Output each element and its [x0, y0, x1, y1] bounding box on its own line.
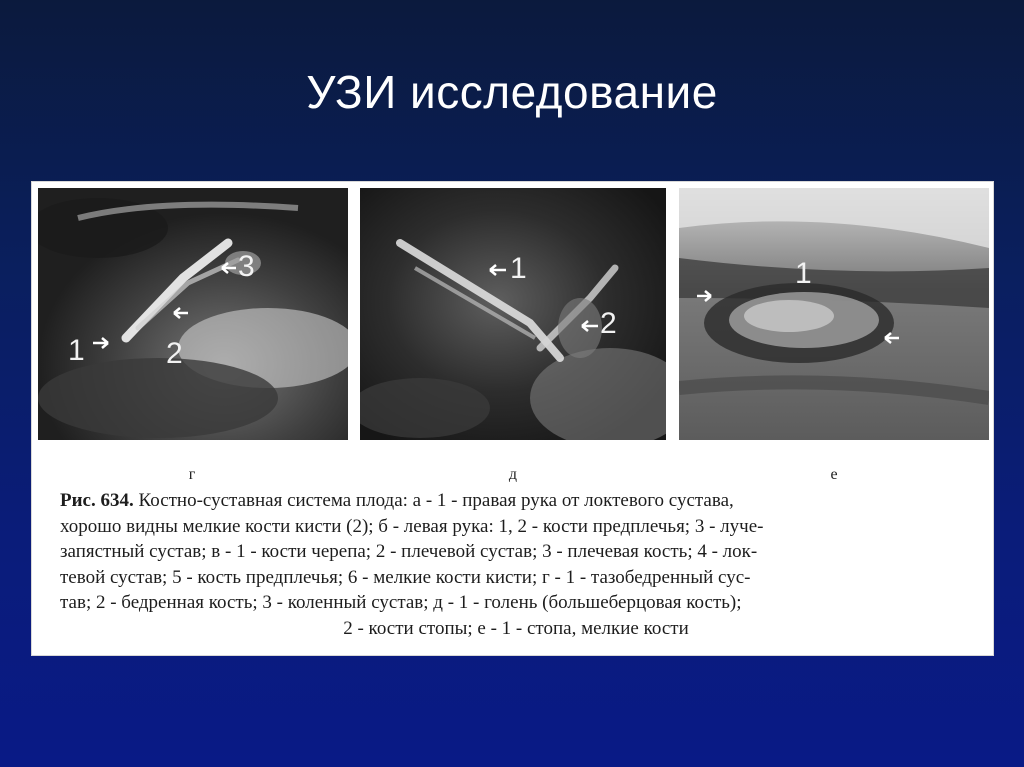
figure-caption	[60, 488, 972, 641]
ultrasound-scan-e	[679, 188, 989, 440]
caption-line-2: хорошо видны мелкие кости кисти (2); б - левая рука: 1, 2 - кости предплечья; 3 - луче-	[60, 515, 764, 537]
slide-title: УЗИ исследование	[306, 66, 718, 118]
caption-line-1-text: Костно-суставная система плода: а - 1 - правая рука от локтевого сустава,	[133, 490, 734, 511]
marker-d-2: 2	[600, 307, 617, 340]
marker-d-1: 1	[510, 252, 527, 285]
panel-label-e: е	[830, 466, 838, 483]
ultrasound-figure	[31, 181, 994, 656]
marker-g-3: 3	[238, 250, 255, 283]
panel-label-g: г	[188, 466, 196, 483]
caption-line-4: тевой сустав; 5 - кость предплечья; 6 - мелкие кости кисти; г - 1 - тазобедренный сус-	[60, 566, 751, 588]
ultrasound-scan-d	[360, 188, 666, 440]
marker-g-2: 2	[166, 337, 183, 370]
ultrasound-image-d	[360, 188, 666, 440]
caption-line-6: 2 - кости стопы; е - 1 - стопа, мелкие кости	[343, 617, 689, 639]
caption-line-1	[60, 488, 972, 514]
caption-line-3: запястный сустав; в - 1 - кости черепа; 2 - плечевой сустав; 3 - плечевая кость; 4 - лок-	[60, 541, 758, 562]
caption-fig-label: Рис. 634.	[60, 490, 134, 511]
marker-e-1: 1	[795, 257, 812, 290]
marker-g-1: 1	[68, 334, 85, 367]
caption-line-5: тав; 2 - бедренная кость; 3 - коленный сустав; д - 1 - голень (большеберцовая кость);	[60, 592, 742, 613]
ultrasound-image-g	[38, 188, 348, 440]
panel-label-d: д	[508, 466, 518, 483]
ultrasound-scan-g	[38, 188, 348, 440]
ultrasound-image-e	[679, 188, 989, 440]
